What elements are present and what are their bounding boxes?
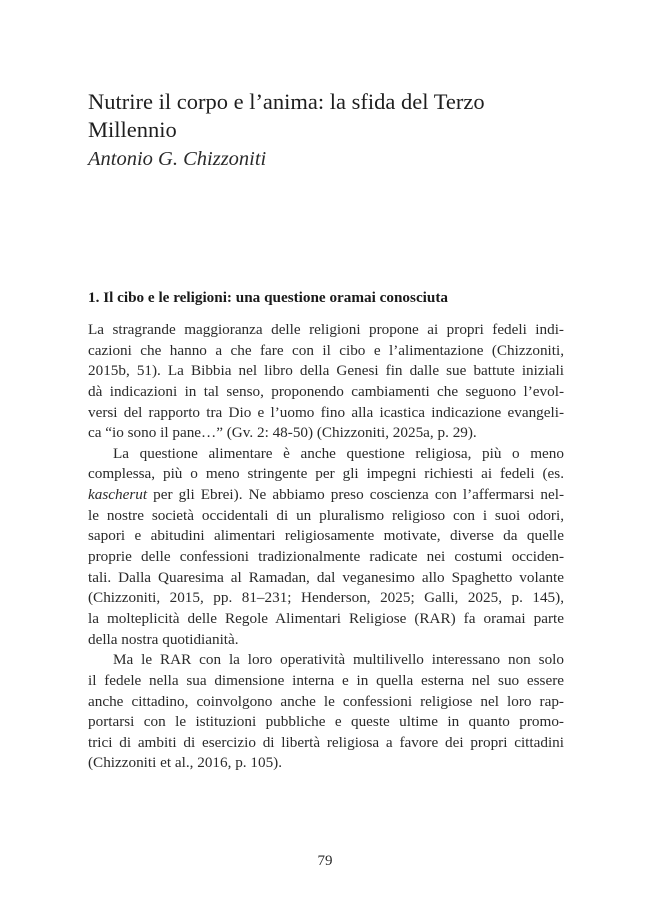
text-line: (Chizzoniti, 2015, pp. 81–231; Henderson, 2025; Galli, 2025, p. 145), <box>88 589 564 607</box>
italic-term: kascherut <box>88 486 148 504</box>
text-line <box>88 485 564 506</box>
text-line-rest: per gli Ebrei). Ne abbiamo preso coscienza con l’affermarsi nel- <box>153 486 565 504</box>
paragraph <box>88 650 564 774</box>
text-line: La questione alimentare è anche questione religiosa, più o meno <box>113 444 564 462</box>
text-line: della nostra quotidianità. <box>88 630 239 648</box>
text-line: proprie delle confessioni tradizionalmente radicate nei costumi occiden- <box>88 548 564 566</box>
chapter-author: Antonio G. Chizzoniti <box>88 148 267 170</box>
text-line: cazioni che hanno a che fare con il cibo e l’alimentazione (Chizzoniti, <box>88 341 564 359</box>
paragraph <box>88 320 564 444</box>
text-line: trici di ambiti di esercizio di libertà religiosa a favore dei propri cittadini <box>88 733 564 751</box>
chapter-header <box>88 88 568 172</box>
text-line: le nostre società occidentali di un pluralismo religioso con i suoi odori, <box>88 506 564 524</box>
section-heading: 1. Il cibo e le religioni: una questione oramai conosciuta <box>88 289 448 306</box>
text-line: portarsi con le istituzioni pubbliche e queste ultime in quanto promo- <box>88 713 564 731</box>
text-line: La stragrande maggioranza delle religioni propone ai propri fedeli indi- <box>88 321 564 338</box>
text-line: complessa, più o meno stringente per gli impegni richiesti ai fedeli (es. <box>88 465 564 483</box>
text-line: tali. Dalla Quaresima al Ramadan, dal veganesimo allo Spaghetto volante <box>88 568 564 586</box>
text-line: anche cittadino, coinvolgono anche le confessioni religiose nel loro rap- <box>88 692 564 710</box>
text-line: 2015b, 51). La Bibbia nel libro della Genesi fin dalle sue battute iniziali <box>88 362 564 380</box>
chapter-title-line: Millennio <box>88 117 177 142</box>
text-line: sapori e abitudini alimentari religiosamente motivate, diverse da quelle <box>88 527 564 545</box>
page-number: 79 <box>317 853 333 869</box>
text-line: versi del rapporto tra Dio e l’uomo fino alla icastica indicazione evangeli- <box>88 403 564 421</box>
text-line: Ma le RAR con la loro operatività multilivello interessano non solo <box>113 651 564 669</box>
text-line: il fedele nella sua dimensione interna e in quella esterna nel suo essere <box>88 671 564 689</box>
text-line: la molteplicità delle Regole Alimentari Religiose (RAR) fa oramai parte <box>88 609 564 627</box>
text-line: ca “io sono il pane…” (Gv. 2: 48-50) (Chizzoniti, 2025a, p. 29). <box>88 424 477 442</box>
paragraph <box>88 444 564 650</box>
chapter-title <box>88 88 568 144</box>
chapter-title-line: Nutrire il corpo e l’anima: la sfida del Terzo <box>88 89 485 114</box>
body-text <box>88 320 564 774</box>
text-line: (Chizzoniti et al., 2016, p. 105). <box>88 754 283 772</box>
text-line: dà indicazioni in tal senso, proponendo cambiamenti che seguono l’evol- <box>88 382 564 400</box>
